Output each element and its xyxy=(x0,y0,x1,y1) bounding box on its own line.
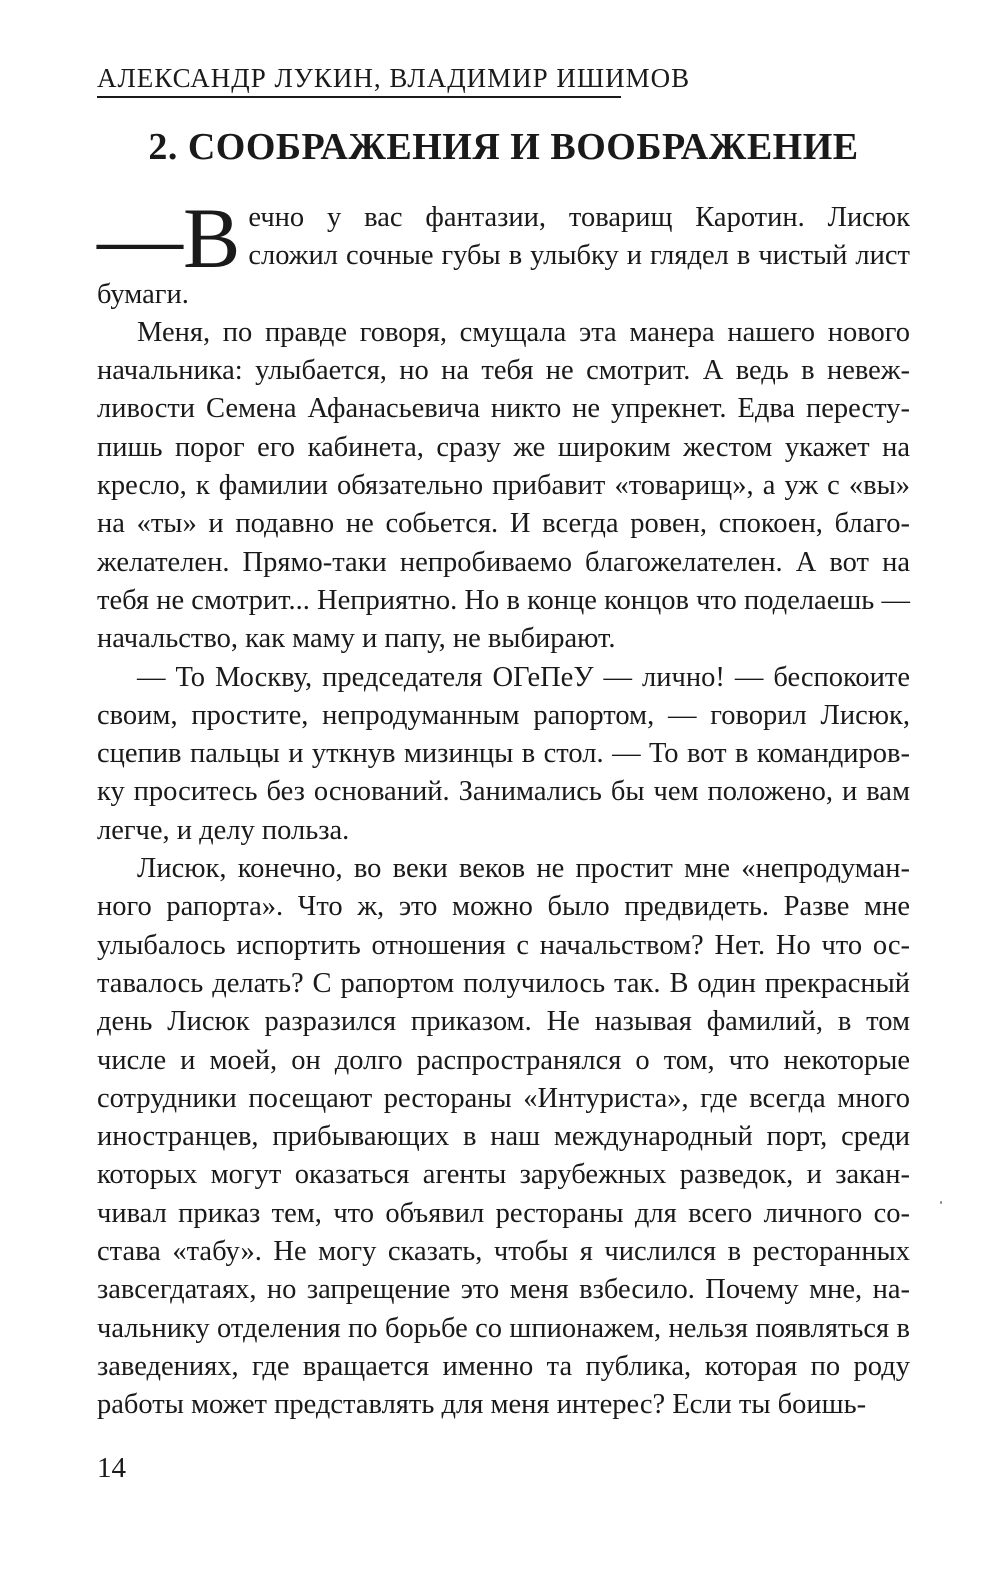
print-speck xyxy=(940,1201,942,1204)
paragraph: — То Москву, председателя ОГеПеУ — лично! — беспокоите своим, простите, непродуманным рапортом, — говорил Лисюк, сцепив пальцы и уткнув мизинцы в стол. — То вот в командировку проситесь без оснований. Занимались бы чем положено, и вам легче, и делу польза. xyxy=(97,661,910,846)
running-head: АЛЕКСАНДР ЛУКИН, ВЛАДИМИР ИШИМОВ xyxy=(97,62,621,98)
first-paragraph xyxy=(97,190,910,314)
paragraph: Меня, по правде говоря, смущала эта манера нашего нового начальника: улыбается, но на тебя не смотрит. А ведь в невежливости Семена Афанасьевича никто не упрекнет. Едва переступишь порог его кабинета, сразу же широким жестом укажет на кресло, к фамилии обязательно прибавит «товарищ», а уж с «вы» на «ты» и подавно не собьется. И всегда ровен, спокоен, благожелателен. Прямо-таки непробиваемо благожелателен. А вот на тебя не смотрит... Неприятно. Но в конце концов что поделаешь — начальство, как маму и папу, не выбирают. xyxy=(97,316,910,655)
chapter-title: 2. СООБРАЖЕНИЯ И ВООБРАЖЕНИЕ xyxy=(148,126,859,168)
page-number: 14 xyxy=(97,1452,126,1484)
body-text xyxy=(97,190,910,1425)
first-paragraph-text: ечно у вас фантазии, товарищ Каротин. Лисюк сложил сочные губы в улыбку и глядел в чистый лист бумаги. xyxy=(97,202,910,310)
paragraph: Лисюк, конечно, во веки веков не простит мне «непродуманного рапорта». Что ж, это можно было предвидеть. Разве мне улыбалось испортить отношения с начальством? Нет. Но что оставалось делать? С рапортом получилось так. В один прекрасный день Лисюк разразился приказом. Не называя фамилий, в том числе и моей, он долго распространялся о том, что некоторые сотрудники посещают рестораны «Интуриста», где всегда много иностранцев, прибывающих в наш международный порт, среди которых могут оказаться агенты зарубежных разведок, и заканчивал приказ тем, что объявил рестораны для всего личного состава «табу». Не могу сказать, чтобы я числился в ресторанных завсегдатаях, но запрещение это меня взбесило. Почему мне, начальнику отделения по борьбе со шпионажем, нельзя появляться в заведениях, где вращается именно та публика, которая по роду работы может представлять для меня интерес? Если ты боишь- xyxy=(97,853,910,1421)
drop-cap: —В xyxy=(97,190,241,286)
